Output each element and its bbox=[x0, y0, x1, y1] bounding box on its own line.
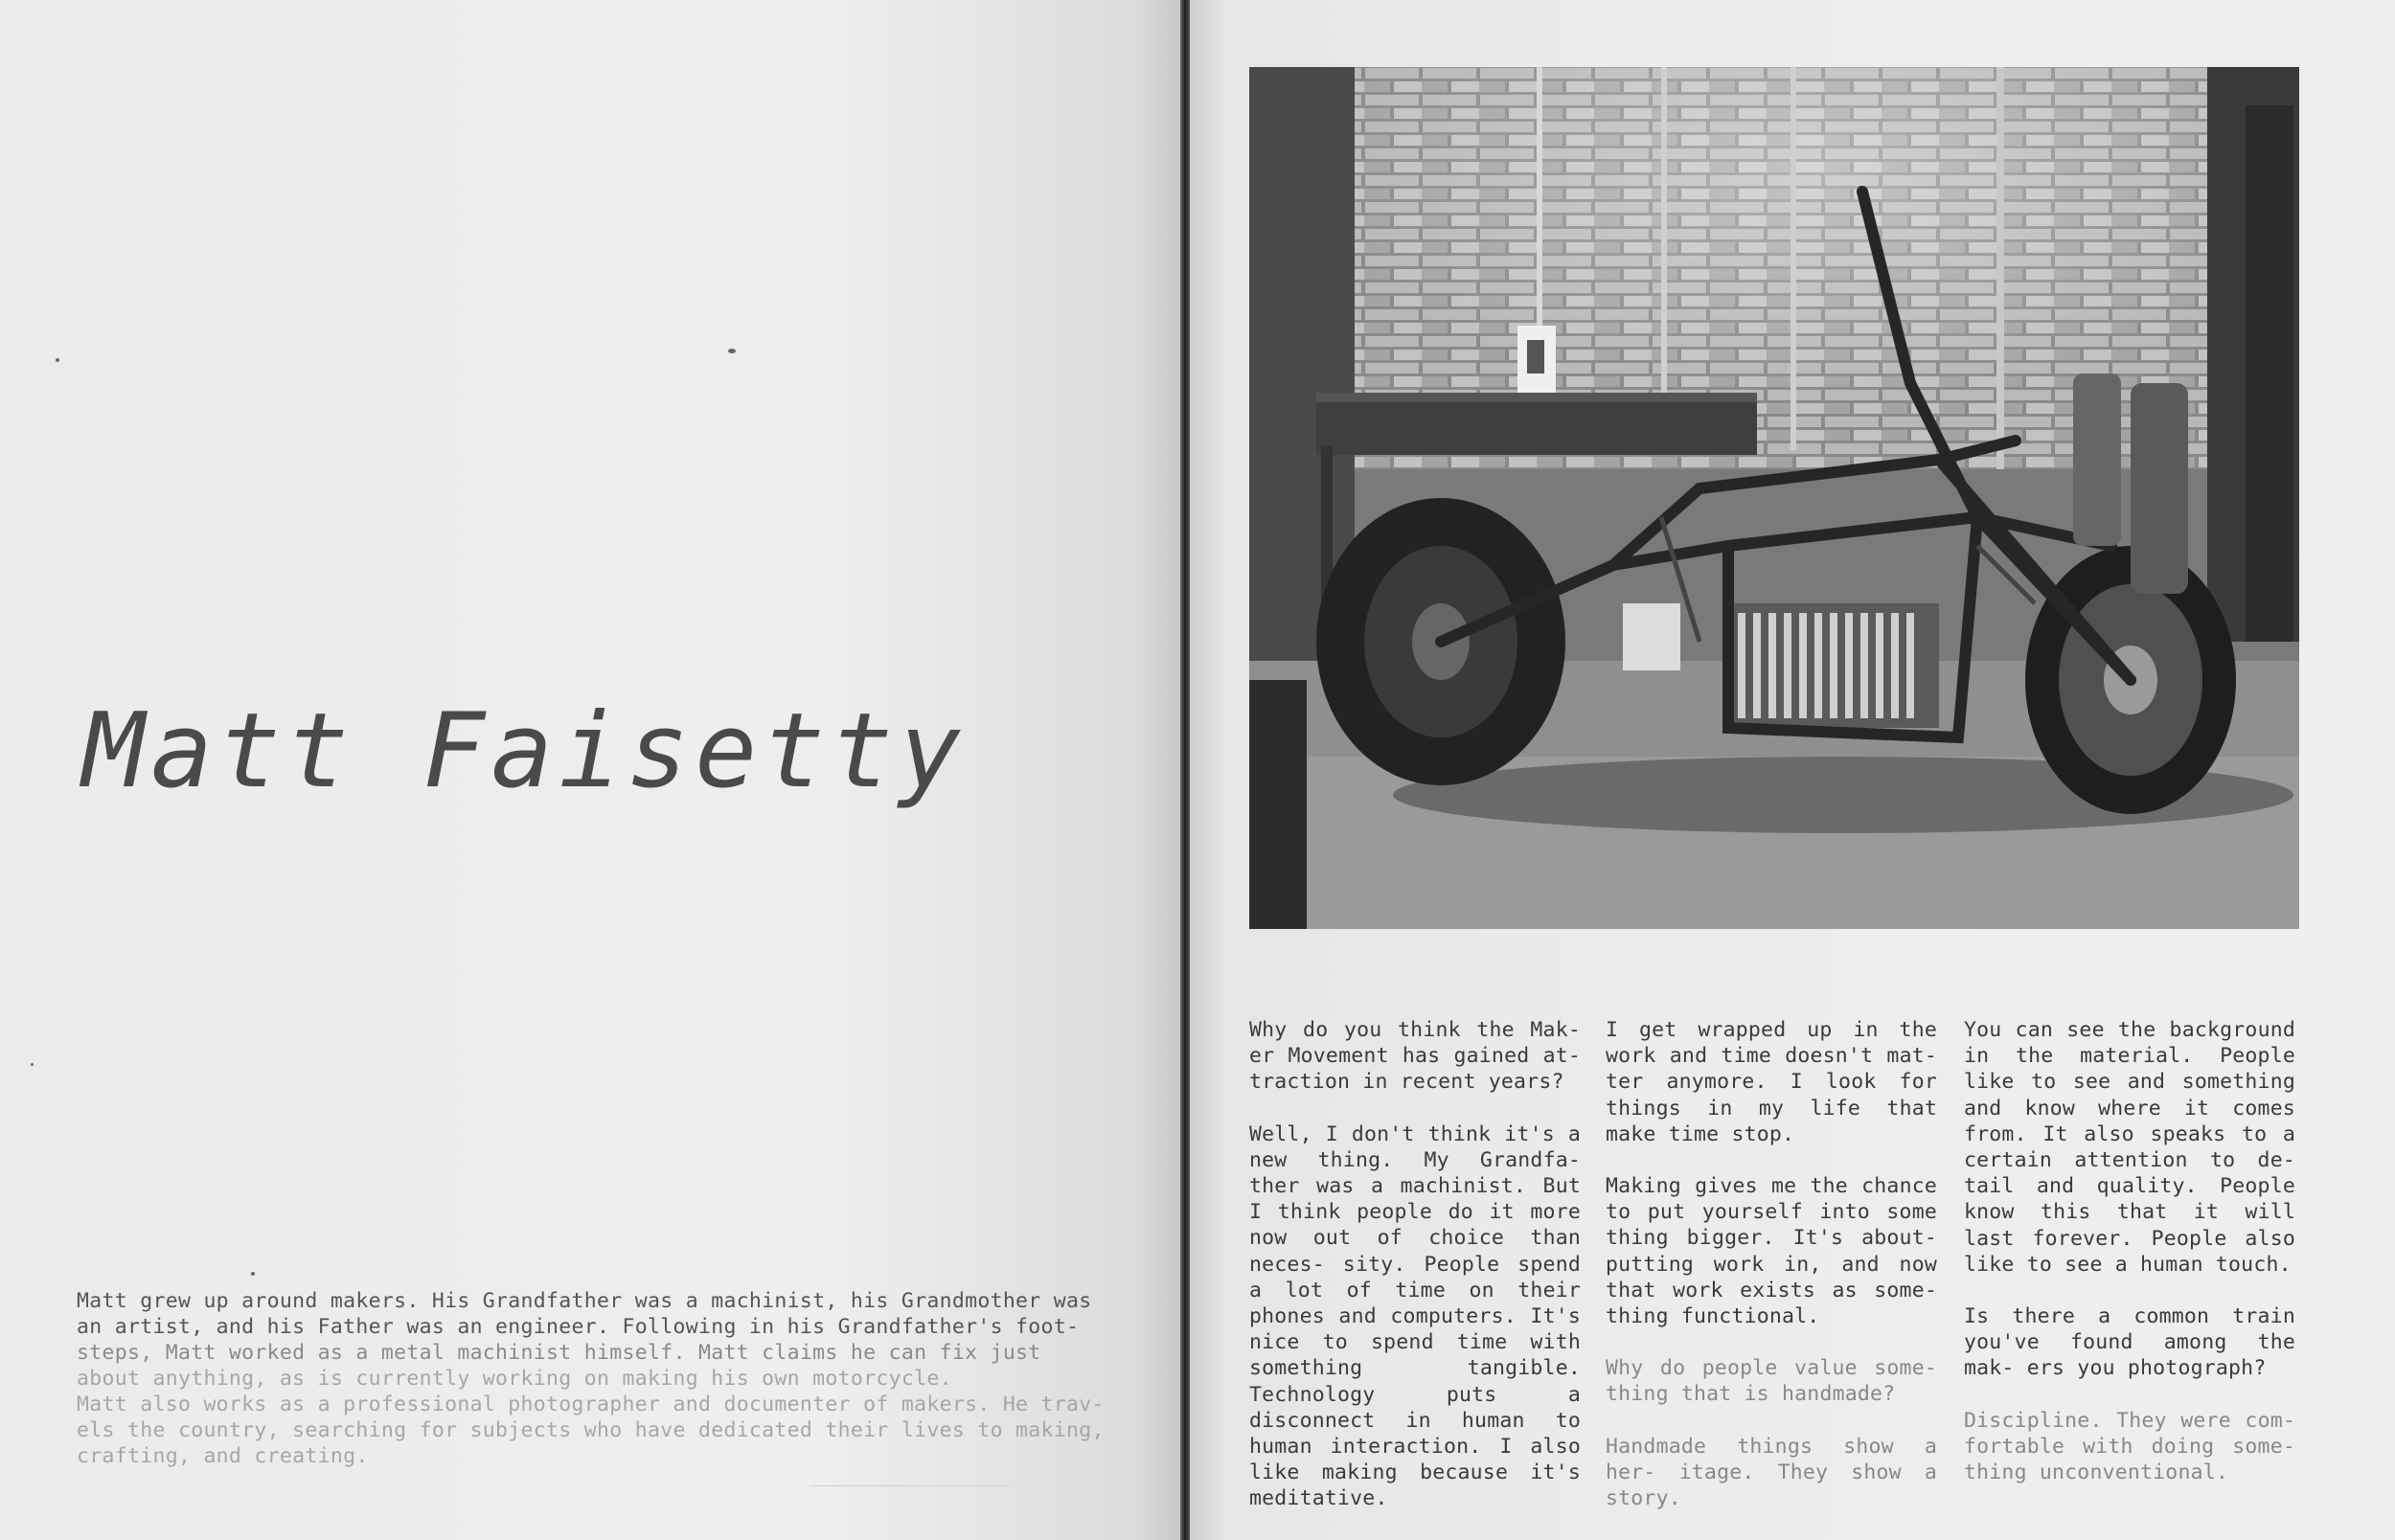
dust-speck bbox=[31, 1063, 34, 1066]
question-text: Why do you think the Mak- er Movement has gained at- traction in recent years? bbox=[1249, 1018, 1581, 1095]
intro-line: steps, Matt worked as a metal machinist himself. Matt claims he can fix just bbox=[77, 1341, 1041, 1365]
interview-column-3 bbox=[1964, 1017, 2295, 1511]
motorcycle-photo bbox=[1249, 67, 2299, 929]
intro-line: about anything, as is currently working on making his own motorcycle. bbox=[77, 1367, 952, 1391]
dust-speck bbox=[56, 358, 59, 362]
book-gutter bbox=[1180, 0, 1190, 1540]
dust-speck bbox=[251, 1272, 255, 1276]
intro-line: an artist, and his Father was an engineer. Following in his Grandfather's foot- bbox=[77, 1315, 1080, 1339]
answer-text: Making gives me the chance to put yourself into some thing bigger. It's about- putting work in, and now that work exists as some- thing functional. bbox=[1606, 1174, 1937, 1329]
intro-line: Matt also works as a professional photographer and documenter of makers. He trav- bbox=[77, 1393, 1105, 1416]
answer-text: Well, I don't think it's a new thing. My Grandfa- ther was a machinist. But I think people do it more now out of choice than neces- sity. People spend a lot of time on their phones and computers. It's nice to spend time with something tangible. Technology puts a disconnect in human to human interaction. I also like making because it's meditative. bbox=[1249, 1121, 1581, 1511]
dust-speck bbox=[728, 349, 736, 353]
intro-line: Matt grew up around makers. His Grandfather was a machinist, his Grandmother was bbox=[77, 1289, 1092, 1313]
interview-column-1 bbox=[1249, 1017, 1581, 1538]
intro-line: els the country, searching for subjects who have dedicated their lives to making, bbox=[77, 1418, 1105, 1442]
answer-text: Discipline. They were com- fortable with doing some- thing unconventional. bbox=[1964, 1408, 2295, 1485]
answer-text: I get wrapped up in the work and time doesn't mat- ter anymore. I look for things in my life that make time stop. bbox=[1606, 1018, 1937, 1146]
page-title: Matt Faisetty bbox=[82, 691, 968, 811]
answer-text: You can see the background in the material. People like to see and something and know where it comes from. It also speaks to a certain attention to de- tail and quality. People know this that it will last forever. People also like to see a human touch. bbox=[1964, 1018, 2295, 1277]
intro-line: crafting, and creating. bbox=[77, 1444, 369, 1468]
divider-line bbox=[810, 1485, 1011, 1486]
left-page bbox=[0, 0, 1180, 1540]
question-text: Is there a common train you've found among the mak- ers you photograph? bbox=[1964, 1304, 2295, 1381]
question-text: Why do people value some- thing that is handmade? bbox=[1606, 1356, 1937, 1407]
intro-paragraph bbox=[77, 1288, 1121, 1469]
interview-column-2 bbox=[1606, 1017, 1937, 1537]
answer-text: Handmade things show a her- itage. They show a story. bbox=[1606, 1434, 1937, 1511]
